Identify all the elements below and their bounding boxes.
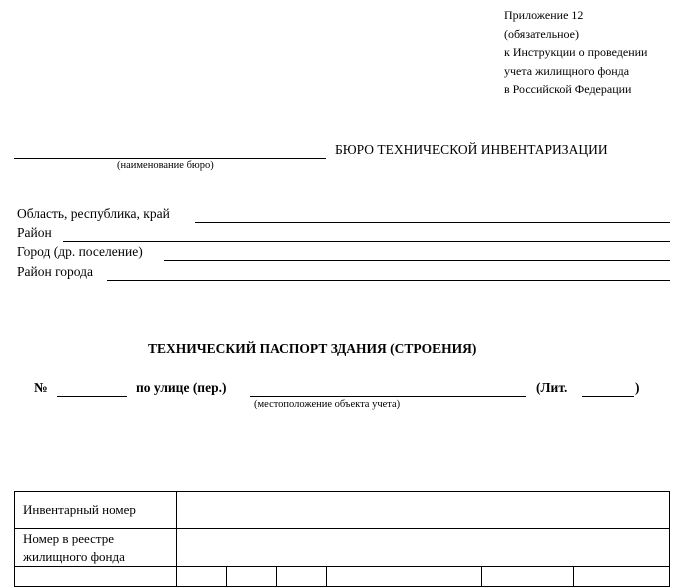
bureau-name-line[interactable] [14,158,326,159]
table-cell[interactable] [227,567,277,587]
city-label: Город (др. поселение) [17,244,143,259]
inventory-number-value[interactable] [177,492,670,529]
table-cell[interactable] [15,567,177,587]
appendix-line: (обязательное) [504,26,579,41]
street-field[interactable] [250,396,526,397]
table-cell[interactable] [277,567,327,587]
registry-number-label: Номер в реестре жилищного фонда [15,529,177,567]
appendix-line: к Инструкции о проведении [504,45,648,59]
region-field[interactable] [195,222,670,223]
bureau-title: БЮРО ТЕХНИЧЕСКОЙ ИНВЕНТАРИЗАЦИИ [335,142,608,157]
number-field[interactable] [57,396,127,397]
bureau-caption: (наименование бюро) [117,160,214,171]
registry-number-value[interactable] [177,529,670,567]
lit-label: (Лит. [536,380,568,395]
table-row [15,567,670,587]
appendix-note [504,6,647,99]
district-field[interactable] [63,241,670,242]
table-cell[interactable] [327,567,482,587]
street-label: по улице (пер.) [136,380,227,395]
city-district-field[interactable] [107,280,670,281]
city-field[interactable] [164,260,670,261]
region-label: Область, республика, край [17,206,170,221]
number-label: № [34,380,48,395]
lit-field[interactable] [582,396,634,397]
lit-close: ) [635,380,640,395]
table-row [15,529,670,567]
table-row [15,492,670,529]
city-district-label: Район города [17,264,93,279]
passport-title: ТЕХНИЧЕСКИЙ ПАСПОРТ ЗДАНИЯ (СТРОЕНИЯ) [148,341,477,356]
passport-table [14,491,670,587]
table-cell[interactable] [177,567,227,587]
inventory-number-label: Инвентарный номер [15,492,177,529]
location-caption: (местоположение объекта учета) [254,399,401,410]
appendix-line: Приложение 12 [504,8,584,22]
appendix-line: в Российской Федерации [504,82,632,96]
table-cell[interactable] [574,567,670,587]
district-label: Район [17,225,52,240]
table-cell[interactable] [482,567,574,587]
appendix-line: учета жилищного фонда [504,63,630,78]
